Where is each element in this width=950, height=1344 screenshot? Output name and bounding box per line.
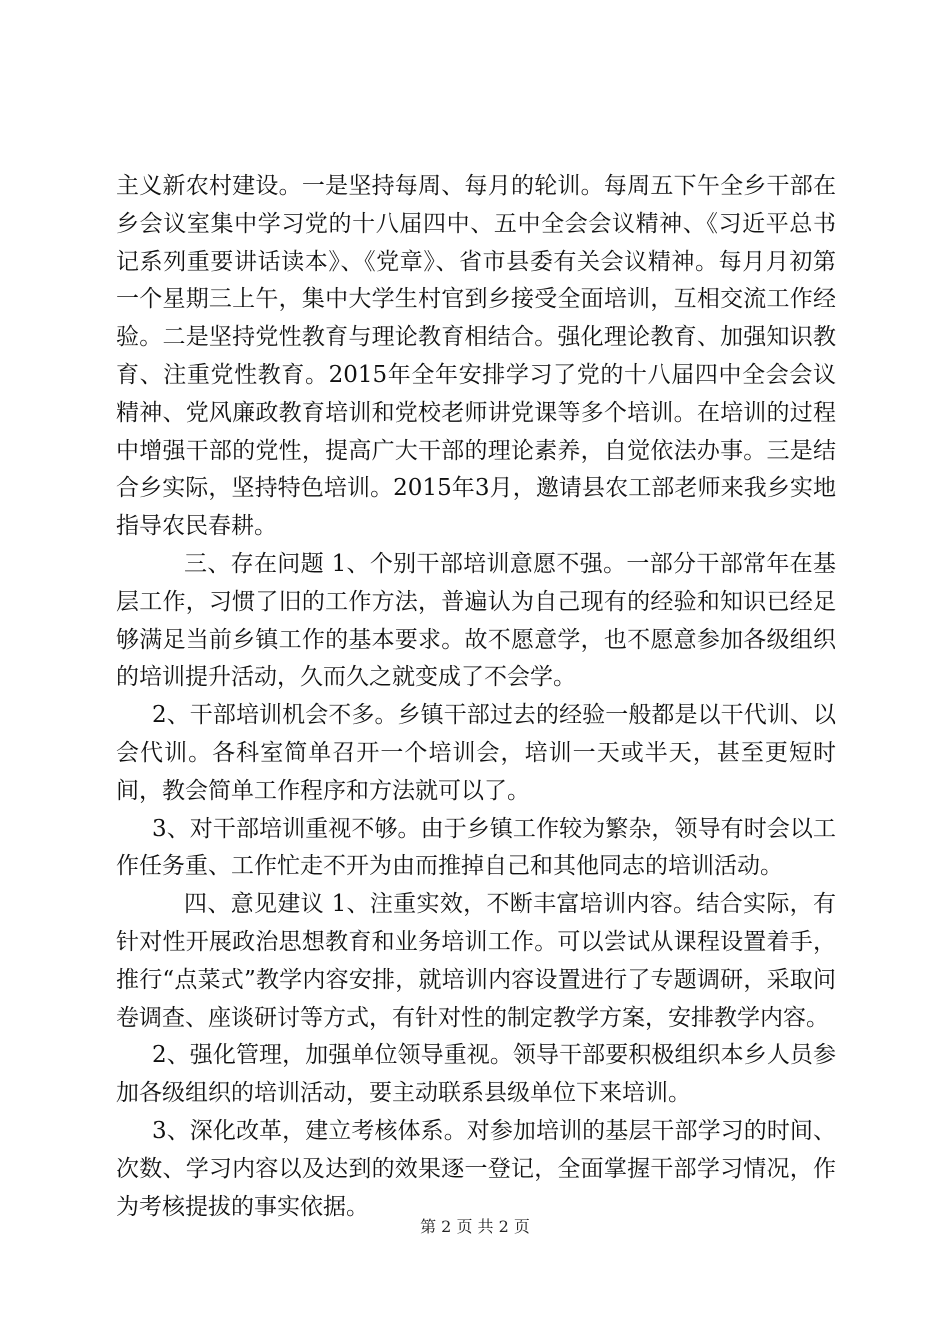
page-footer: 第 2 页 共 2 页: [420, 1217, 530, 1236]
paragraph-deepen-reform: 3、深化改革，建立考核体系。对参加培训的基层干部学习的时间、次数、学习内容以及达到的效果逐一登记，全面掌握干部学习情况，作为考核提拔的事实依据。: [116, 1117, 836, 1220]
document-body: [116, 168, 836, 1226]
paragraph-existing-problems: 三、存在问题 1、个别干部培训意愿不强。一部分干部常年在基层工作，习惯了旧的工作方法，普遍认为自己现有的经验和知识已经足够满足当前乡镇工作的基本要求。故不愿意学，也不愿意参加各级组织的培训提升活动，久而久之就变成了不会学。: [116, 550, 836, 691]
paragraph-strengthen-management: 2、强化管理，加强单位领导重视。领导干部要积极组织本乡人员参加各级组织的培训活动，要主动联系县级单位下来培训。: [116, 1042, 836, 1107]
paragraph-insufficient-attention: 3、对干部培训重视不够。由于乡镇工作较为繁杂，领导有时会以工作任务重、工作忙走不开为由而推掉自己和其他同志的培训活动。: [116, 815, 836, 880]
paragraph-few-training-opportunities: 2、干部培训机会不多。乡镇干部过去的经验一般都是以干代训、以会代训。各科室简单召开一个培训会，培训一天或半天，甚至更短时间，教会简单工作程序和方法就可以了。: [116, 702, 836, 804]
paragraph-suggestions: 四、意见建议 1、注重实效，不断丰富培训内容。结合实际，有针对性开展政治思想教育和业务培训工作。可以尝试从课程设置着手，推行“点菜式”教学内容安排，就培训内容设置进行了专题调研，采取问卷调查、座谈研讨等方式，有针对性的制定教学方案，安排教学内容。: [116, 891, 836, 1031]
paragraph-rural-construction: 主义新农村建设。一是坚持每周、每月的轮训。每周五下午全乡干部在乡会议室集中学习党的十八届四中、五中全会会议精神、《习近平总书记系列重要讲话读本》、《党章》、省市县委有关会议精神。每月月初第一个星期三上午，集中大学生村官到乡接受全面培训，互相交流工作经验。二是坚持党性教育与理论教育相结合。强化理论教育、加强知识教育、注重党性教育。2015年全年安排学习了党的十八届四中全会会议精神、党风廉政教育培训和党校老师讲党课等多个培训。在培训的过程中增强干部的党性，提高广大干部的理论素养，自觉依法办事。三是结合乡实际，坚持特色培训。2015年3月，邀请县农工部老师来我乡实地指导农民春耕。: [116, 173, 836, 540]
